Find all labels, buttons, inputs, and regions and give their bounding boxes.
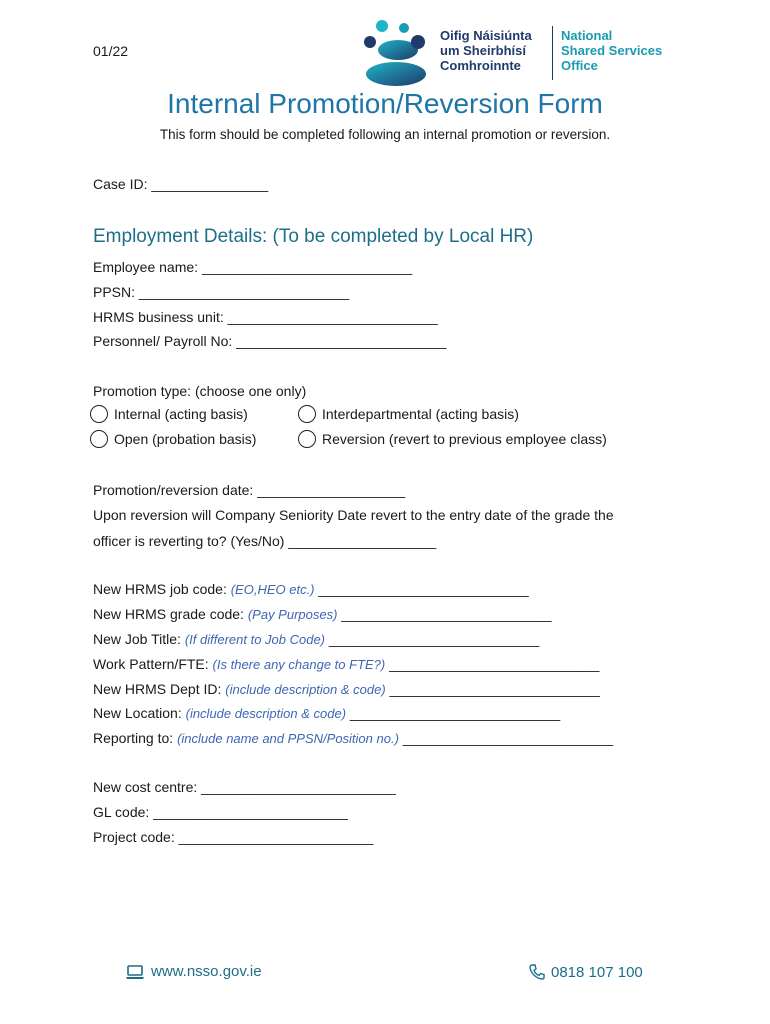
payroll-no-field[interactable]: Personnel/ Payroll No: ___________________________ [93, 333, 447, 349]
location-field[interactable]: New Location: (include description & code) ___________________________ [93, 705, 561, 721]
project-code-field[interactable]: Project code: _________________________ [93, 829, 374, 845]
seniority-answer-field[interactable]: officer is reverting to? (Yes/No) ___________________ [93, 533, 437, 549]
document-code: 01/22 [93, 43, 129, 59]
promotion-type-label: Promotion type: (choose one only) [93, 383, 307, 399]
phone-icon [528, 963, 546, 981]
logo-english-text: National Shared Services Office [561, 28, 663, 73]
footer-phone[interactable]: 0818 107 100 [528, 963, 643, 981]
hrms-business-unit-field[interactable]: HRMS business unit: ___________________________ [93, 309, 438, 325]
ppsn-field[interactable]: PPSN: ___________________________ [93, 284, 350, 300]
reporting-to-field[interactable]: Reporting to: (include name and PPSN/Position no.) ___________________________ [93, 730, 614, 746]
option-internal[interactable]: Internal (acting basis) [90, 405, 248, 423]
job-title-field[interactable]: New Job Title: (If different to Job Code) ___________________________ [93, 631, 540, 647]
radio-reversion[interactable] [298, 430, 316, 448]
option-interdepartmental[interactable]: Interdepartmental (acting basis) [298, 405, 519, 423]
grade-code-field[interactable]: New HRMS grade code: (Pay Purposes) ___________________________ [93, 606, 552, 622]
case-id-field[interactable]: Case ID: _______________ [93, 176, 269, 192]
nsso-emblem-icon [360, 18, 435, 90]
option-open[interactable]: Open (probation basis) [90, 430, 256, 448]
option-reversion[interactable]: Reversion (revert to previous employee class) [298, 430, 607, 448]
nsso-logo [360, 18, 690, 90]
radio-open[interactable] [90, 430, 108, 448]
promotion-type-row-2 [90, 430, 690, 452]
radio-interdepartmental[interactable] [298, 405, 316, 423]
laptop-icon [125, 964, 145, 980]
work-pattern-field[interactable]: Work Pattern/FTE: (Is there any change to FTE?) ___________________________ [93, 656, 600, 672]
form-subtitle: This form should be completed following an internal promotion or reversion. [159, 127, 611, 142]
footer-website[interactable]: www.nsso.gov.ie [125, 963, 262, 980]
logo-irish-text: Oifig Náisiúnta um Sheirbhísí Comhroinnte [440, 28, 532, 73]
promotion-type-row-1 [90, 405, 690, 427]
radio-internal[interactable] [90, 405, 108, 423]
cost-centre-field[interactable]: New cost centre: _________________________ [93, 779, 396, 795]
gl-code-field[interactable]: GL code: _________________________ [93, 804, 348, 820]
job-code-field[interactable]: New HRMS job code: (EO,HEO etc.) ___________________________ [93, 581, 529, 597]
employee-name-field[interactable]: Employee name: ___________________________ [93, 259, 413, 275]
employment-section-heading: Employment Details: (To be completed by Local HR) [93, 226, 534, 247]
dept-id-field[interactable]: New HRMS Dept ID: (include description & code) ___________________________ [93, 681, 600, 697]
seniority-question: Upon reversion will Company Seniority Date revert to the entry date of the grade the [93, 507, 614, 523]
form-title: Internal Promotion/Reversion Form [167, 88, 603, 119]
logo-divider [552, 26, 553, 80]
promotion-date-field[interactable]: Promotion/reversion date: ___________________ [93, 482, 406, 498]
